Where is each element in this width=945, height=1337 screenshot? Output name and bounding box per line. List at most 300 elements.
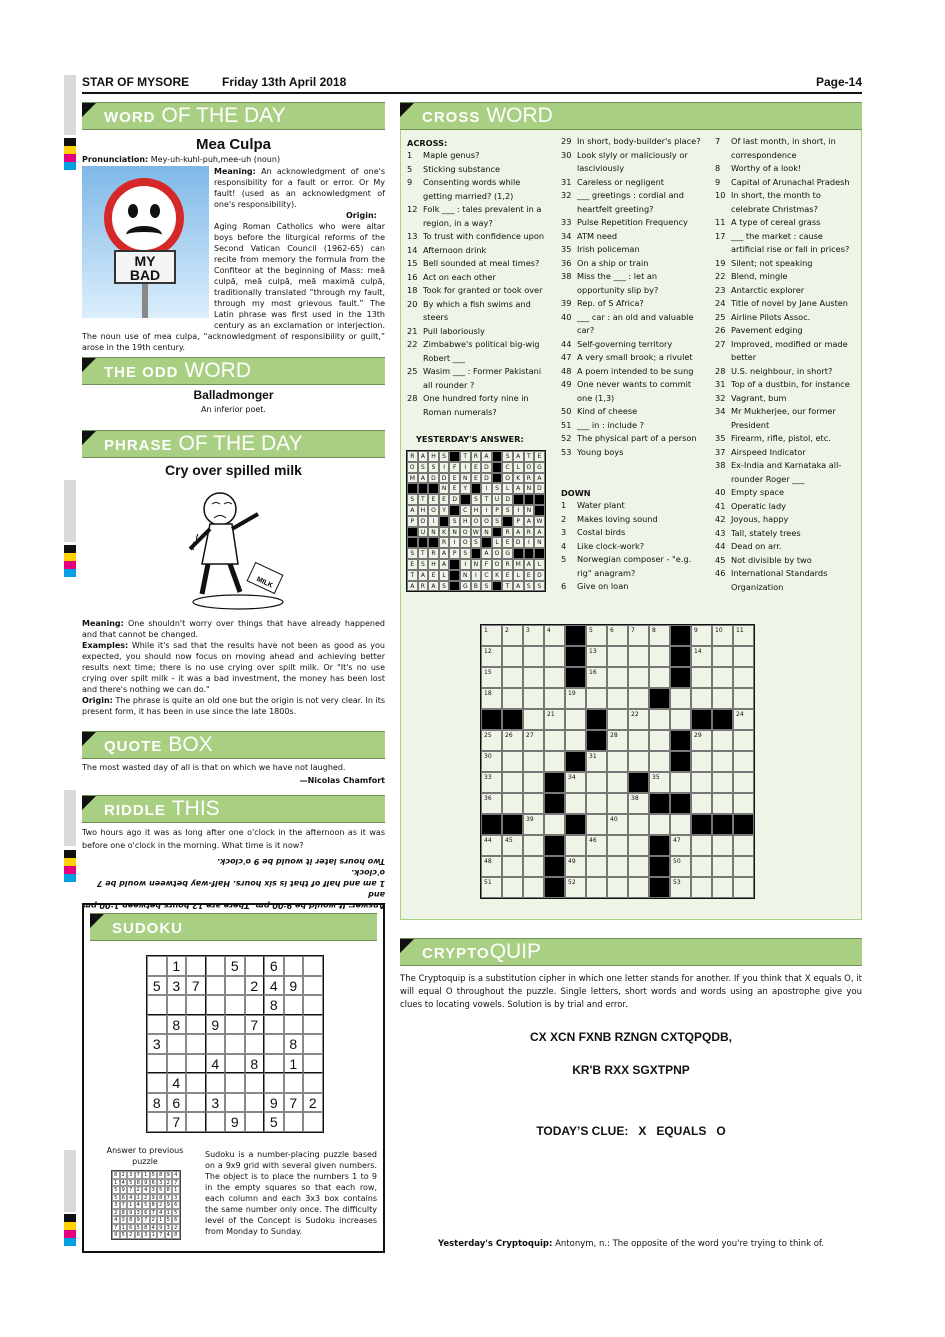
sudoku-cell: [147, 1015, 167, 1035]
clue-text: Miss the ___ : let an opportunity slip by?: [577, 271, 659, 295]
clue-number: 29: [561, 136, 572, 146]
clue-text: Afternoon drink: [423, 244, 487, 255]
clue-number: 9: [407, 177, 413, 187]
grid-cell: 10: [712, 625, 733, 646]
sign-text: MY: [134, 253, 156, 269]
sudoku-cell: [186, 1015, 206, 1035]
sudoku-cell: 1: [167, 956, 187, 976]
answer-cell: 5: [142, 1201, 150, 1209]
color-marks: [64, 138, 76, 170]
grid-cell: R: [439, 537, 450, 548]
answer-cell: 5: [165, 1216, 173, 1224]
grid-cell: [628, 730, 649, 751]
grid-cell: [513, 494, 524, 505]
clue-row: [561, 526, 701, 540]
grid-cell: Y: [460, 483, 471, 494]
grid-cell: [586, 709, 607, 730]
grid-cell: O: [418, 516, 429, 527]
clue-number: 4: [561, 540, 567, 551]
quote-author: —Nicolas Chamfort: [299, 776, 385, 785]
clue-number: 9: [715, 176, 721, 187]
grid-cell: D: [481, 462, 492, 473]
grid-cell: [524, 548, 535, 559]
clue-text: Pulse Repetition Frequency: [577, 217, 688, 227]
clue-row: [407, 176, 549, 203]
clue-row: [561, 311, 701, 338]
grid-cell: E: [407, 559, 418, 570]
across-label: ACROSS:: [407, 138, 448, 148]
grid-cell: 34: [565, 772, 586, 793]
sudoku-cell: [186, 1073, 206, 1093]
grid-cell: R: [524, 473, 535, 484]
odd-word: Balladmonger: [193, 388, 274, 402]
grid-cell: [544, 835, 565, 856]
grid-cell: O: [460, 527, 471, 538]
sudoku-cell: 4: [206, 1054, 226, 1074]
grid-cell: E: [428, 570, 439, 581]
clue-row: [715, 554, 855, 568]
answer-cell: 8: [172, 1231, 180, 1239]
sudoku-cell: [264, 1034, 284, 1054]
answer-cell: 5: [112, 1194, 120, 1202]
grid-cell: W: [534, 516, 545, 527]
phrase-origin: The phrase is quite an old one but the origin is not very clear. In its present form, it has been in use since the late 1800s.: [82, 696, 385, 716]
answer-cell: 4: [157, 1209, 165, 1217]
paper-name: STAR OF MYSORE: [82, 75, 190, 89]
clue-number: 19: [715, 257, 726, 268]
grid-cell: C: [502, 462, 513, 473]
grid-cell: N: [460, 473, 471, 484]
clue-row: [715, 446, 855, 460]
answer-cell: 1: [165, 1209, 173, 1217]
clue-row: [561, 540, 701, 554]
clue-number: 1: [561, 500, 567, 510]
grid-cell: [733, 877, 754, 898]
clue-text: Wasim ___ : Former Pakistani all rounder ?: [423, 366, 542, 390]
margin-bar: [64, 75, 76, 135]
clue-number: 40: [561, 311, 572, 322]
grid-cell: T: [481, 494, 492, 505]
answer-cell: 2: [157, 1201, 165, 1209]
sudoku-cell: 8: [284, 1034, 304, 1054]
grid-cell: I: [460, 462, 471, 473]
grid-cell: [565, 814, 586, 835]
clue-text: Young boys: [577, 446, 624, 457]
clue-number: 51: [561, 419, 572, 430]
answer-cell: 3: [127, 1171, 135, 1179]
clue-number: 34: [561, 230, 572, 241]
answer-cell: 2: [150, 1216, 158, 1224]
grid-cell: E: [471, 473, 482, 484]
grid-cell: [733, 688, 754, 709]
grid-cell: G: [534, 462, 545, 473]
answer-cell: 7: [142, 1216, 150, 1224]
grid-cell: [523, 709, 544, 730]
clue-text: By which a fish swims and steers: [423, 298, 531, 322]
phrase-band: [82, 430, 385, 458]
clue-row: [715, 338, 855, 365]
grid-cell: [523, 688, 544, 709]
wod-band: [82, 102, 385, 130]
grid-cell: [670, 646, 691, 667]
clue-row: [407, 284, 549, 298]
grid-cell: [565, 751, 586, 772]
clue-number: 38: [561, 271, 572, 281]
sudoku-cell: [225, 976, 245, 996]
clue-row: [715, 378, 855, 392]
clue-row: [561, 270, 701, 297]
grid-cell: [733, 667, 754, 688]
grid-cell: [481, 814, 502, 835]
clue-number: 40: [715, 487, 726, 497]
grid-cell: P: [449, 548, 460, 559]
sudoku-cell: [147, 1054, 167, 1074]
clue-row: [715, 432, 855, 446]
clue-text: A type of cereal grass: [731, 217, 821, 227]
grid-cell: H: [418, 505, 429, 516]
grid-cell: [649, 835, 670, 856]
band-label-2: BOX: [168, 733, 213, 756]
grid-cell: E: [502, 570, 513, 581]
grid-cell: [691, 877, 712, 898]
band-label-2: OF THE DAY: [178, 432, 303, 455]
grid-cell: C: [481, 570, 492, 581]
grid-cell: N: [524, 505, 535, 516]
clue-number: 50: [561, 406, 572, 416]
grid-cell: O: [492, 548, 503, 559]
cryptoquip-line: KR'B RXX SGXTPNP: [572, 1063, 690, 1077]
grid-cell: I: [481, 483, 492, 494]
sudoku-cell: [264, 1073, 284, 1093]
grid-cell: 4: [544, 625, 565, 646]
grid-cell: I: [460, 559, 471, 570]
grid-cell: [712, 646, 733, 667]
wod-title: Mea Culpa: [195, 136, 271, 153]
grid-cell: [607, 667, 628, 688]
clue-text: Irish policeman: [577, 244, 640, 254]
clue-row: [561, 580, 701, 594]
grid-cell: [492, 451, 503, 462]
grid-cell: [607, 751, 628, 772]
sudoku-cell: 2: [303, 1093, 323, 1113]
grid-cell: R: [471, 451, 482, 462]
grid-cell: O: [492, 559, 503, 570]
grid-cell: [502, 772, 523, 793]
grid-cell: I: [524, 537, 535, 548]
grid-cell: S: [449, 516, 460, 527]
sudoku-cell: 9: [284, 976, 304, 996]
grid-cell: [502, 793, 523, 814]
clue-number: 46: [715, 568, 726, 578]
clue-text: Improved, modified or made better: [731, 338, 848, 362]
answer-cell: 8: [157, 1194, 165, 1202]
grid-cell: [712, 730, 733, 751]
clue-row: [407, 149, 549, 163]
down-label: DOWN: [561, 488, 591, 498]
grid-cell: [670, 730, 691, 751]
grid-cell: S: [471, 494, 482, 505]
grid-cell: [670, 709, 691, 730]
grid-cell: [407, 527, 418, 538]
grid-cell: 48: [481, 856, 502, 877]
clue-row: [561, 189, 701, 216]
grid-cell: [607, 793, 628, 814]
grid-cell: A: [513, 483, 524, 494]
sudoku-cell: 4: [264, 976, 284, 996]
sudoku-cell: [303, 976, 323, 996]
grid-cell: [691, 772, 712, 793]
grid-cell: S: [471, 537, 482, 548]
grid-cell: 2: [502, 625, 523, 646]
grid-cell: T: [407, 570, 418, 581]
clue-text: Antarctic explorer: [731, 284, 805, 295]
grid-cell: P: [407, 516, 418, 527]
grid-cell: 44: [481, 835, 502, 856]
sudoku-cell: 7: [245, 1015, 265, 1035]
grid-cell: [544, 688, 565, 709]
grid-cell: [733, 835, 754, 856]
grid-cell: [649, 793, 670, 814]
grid-cell: S: [418, 559, 429, 570]
sudoku-cell: 8: [245, 1054, 265, 1074]
answer-cell: 2: [112, 1209, 120, 1217]
answer-cell: 4: [120, 1179, 128, 1187]
clue-row: [561, 513, 701, 527]
grid-cell: R: [502, 527, 513, 538]
clue-number: 10: [715, 190, 726, 200]
sudoku-cell: [206, 1112, 226, 1132]
clue-text: To trust with confidence upon: [423, 231, 545, 241]
grid-cell: 21: [544, 709, 565, 730]
answer-cell: 2: [172, 1224, 180, 1232]
grid-cell: [649, 751, 670, 772]
grid-cell: S: [492, 516, 503, 527]
sudoku-cell: 9: [225, 1112, 245, 1132]
answer-cell: 3: [172, 1194, 180, 1202]
grid-cell: [523, 835, 544, 856]
clue-row: [407, 203, 549, 230]
clue-row: [561, 432, 701, 446]
crossword-grid: [480, 624, 755, 899]
answer-cell: 1: [120, 1224, 128, 1232]
answer-cell: 4: [135, 1201, 143, 1209]
grid-cell: [628, 835, 649, 856]
band-label-2: THIS: [171, 797, 220, 820]
answer-cell: 4: [165, 1231, 173, 1239]
clue-text: Vagrant, bum: [731, 392, 787, 403]
sudoku-cell: 9: [264, 1093, 284, 1113]
clue-row: [407, 271, 549, 285]
sudoku-cell: [147, 995, 167, 1015]
grid-cell: N: [471, 559, 482, 570]
grid-cell: [649, 877, 670, 898]
grid-cell: [607, 877, 628, 898]
clue-text: Title of novel by Jane Austen: [731, 298, 848, 308]
grid-cell: N: [449, 527, 460, 538]
answer-cell: 8: [120, 1209, 128, 1217]
sudoku-cell: [264, 1015, 284, 1035]
issue-date: Friday 13th April 2018: [222, 75, 347, 89]
grid-cell: [712, 835, 733, 856]
sudoku-cell: [284, 1073, 304, 1093]
grid-cell: L: [513, 570, 524, 581]
clue-row: [715, 500, 855, 514]
clue-text: Empty space: [731, 487, 785, 497]
header-rule: [82, 92, 862, 94]
grid-cell: F: [449, 462, 460, 473]
grid-cell: [607, 646, 628, 667]
grid-cell: T: [460, 451, 471, 462]
clue-row: [407, 244, 549, 258]
grid-cell: 15: [481, 667, 502, 688]
cryptoquip-band: [400, 938, 862, 966]
clue-number: 16: [407, 271, 418, 282]
clue-row: [561, 243, 701, 257]
clue-row: [561, 499, 701, 513]
grid-cell: 22: [628, 709, 649, 730]
clue-number: 49: [561, 379, 572, 389]
grid-cell: A: [418, 473, 429, 484]
sudoku-cell: [186, 1034, 206, 1054]
grid-cell: [502, 688, 523, 709]
grid-cell: 35: [649, 772, 670, 793]
clue-number: 35: [715, 433, 726, 443]
sudoku-cell: [284, 995, 304, 1015]
answer-cell: 5: [157, 1186, 165, 1194]
sudoku-cell: [206, 1034, 226, 1054]
grid-cell: [471, 483, 482, 494]
grid-cell: O: [471, 516, 482, 527]
clue-text: Careless or negligent: [577, 176, 664, 187]
margin-bar: [64, 480, 76, 542]
answer-cell: 1: [150, 1231, 158, 1239]
band-label-2: WORD: [486, 104, 553, 127]
grid-cell: 46: [586, 835, 607, 856]
clue-number: 11: [715, 217, 726, 227]
grid-cell: [449, 570, 460, 581]
clue-number: 33: [561, 217, 572, 227]
sudoku-cell: [303, 995, 323, 1015]
clue-row: [715, 567, 855, 594]
clue-text: Mr Mukherjee, our former President: [731, 406, 836, 430]
clue-number: 39: [561, 298, 572, 308]
clue-row: [715, 284, 855, 298]
band-label: QUOTE: [104, 738, 163, 755]
pron-label: Pronunciation:: [82, 155, 149, 164]
sudoku-cell: [245, 956, 265, 976]
grid-cell: [691, 751, 712, 772]
grid-cell: [607, 772, 628, 793]
grid-cell: S: [460, 548, 471, 559]
clue-number: 31: [561, 176, 572, 187]
grid-cell: [712, 751, 733, 772]
answer-cell: 6: [172, 1201, 180, 1209]
answer-cell: 5: [172, 1209, 180, 1217]
riddle-band: [82, 795, 385, 823]
clue-number: 27: [715, 338, 726, 349]
across-clues-2: [561, 135, 701, 459]
grid-cell: [428, 483, 439, 494]
answer-cell: 5: [120, 1231, 128, 1239]
clue-number: 25: [715, 311, 726, 322]
answer-label: Answer to previous puzzle: [106, 1146, 184, 1166]
grid-cell: [712, 709, 733, 730]
clue-number: 23: [715, 284, 726, 295]
grid-cell: T: [502, 581, 513, 592]
grid-cell: [712, 856, 733, 877]
answer-cell: 8: [150, 1201, 158, 1209]
grid-cell: [670, 772, 691, 793]
clue-row: [561, 176, 701, 190]
clue-row: [561, 446, 701, 460]
grid-cell: 51: [481, 877, 502, 898]
phrase-examples-label: Examples:: [82, 641, 129, 650]
answer-cell: 9: [112, 1231, 120, 1239]
grid-cell: H: [460, 516, 471, 527]
sudoku-cell: [225, 1073, 245, 1093]
answer-cell: 2: [165, 1179, 173, 1187]
grid-cell: R: [428, 548, 439, 559]
clue-number: 6: [561, 581, 567, 591]
grid-cell: O: [481, 516, 492, 527]
clue-text: Folk ___ : tales prevalent in a region, in a way?: [423, 204, 542, 228]
clue-row: [561, 149, 701, 176]
sudoku-cell: 1: [284, 1054, 304, 1074]
sudoku-cell: [147, 1112, 167, 1132]
grid-cell: [502, 667, 523, 688]
grid-cell: M: [407, 473, 418, 484]
grid-cell: E: [502, 537, 513, 548]
sudoku-cell: [225, 1054, 245, 1074]
grid-cell: P: [513, 516, 524, 527]
sudoku-cell: [206, 956, 226, 976]
clue-row: [715, 486, 855, 500]
grid-cell: 33: [481, 772, 502, 793]
clue-text: Bell sounded at meal times?: [423, 258, 540, 268]
answer-cell: 7: [150, 1209, 158, 1217]
crying-man-illustration: [180, 484, 290, 612]
grid-cell: L: [492, 537, 503, 548]
clue-text: ___ the market : cause artificial rise or fall in prices?: [731, 230, 850, 254]
grid-cell: [523, 751, 544, 772]
meaning-label: Meaning:: [214, 167, 256, 176]
grid-cell: 18: [481, 688, 502, 709]
grid-cell: [649, 667, 670, 688]
clue-row: [561, 405, 701, 419]
clue-text: Give on loan: [577, 581, 629, 591]
clue-text: Silent; not speaking: [731, 257, 813, 268]
grid-cell: [628, 877, 649, 898]
clue-text: Blend, mingle: [731, 271, 788, 281]
grid-cell: D: [513, 537, 524, 548]
grid-cell: [712, 688, 733, 709]
grid-cell: L: [513, 462, 524, 473]
answer-cell: 7: [157, 1231, 165, 1239]
grid-cell: [428, 537, 439, 548]
grid-cell: S: [407, 494, 418, 505]
grid-cell: [712, 793, 733, 814]
grid-cell: [607, 709, 628, 730]
sudoku-cell: [186, 995, 206, 1015]
clue-text: Act on each other: [423, 271, 496, 282]
clue-text: Not divisible by two: [731, 554, 812, 565]
grid-cell: U: [492, 494, 503, 505]
quote-band: [82, 731, 385, 759]
grid-cell: D: [428, 473, 439, 484]
grid-cell: [439, 516, 450, 527]
grid-cell: A: [481, 548, 492, 559]
clue-text: A very small brook; a rivulet: [577, 352, 693, 362]
